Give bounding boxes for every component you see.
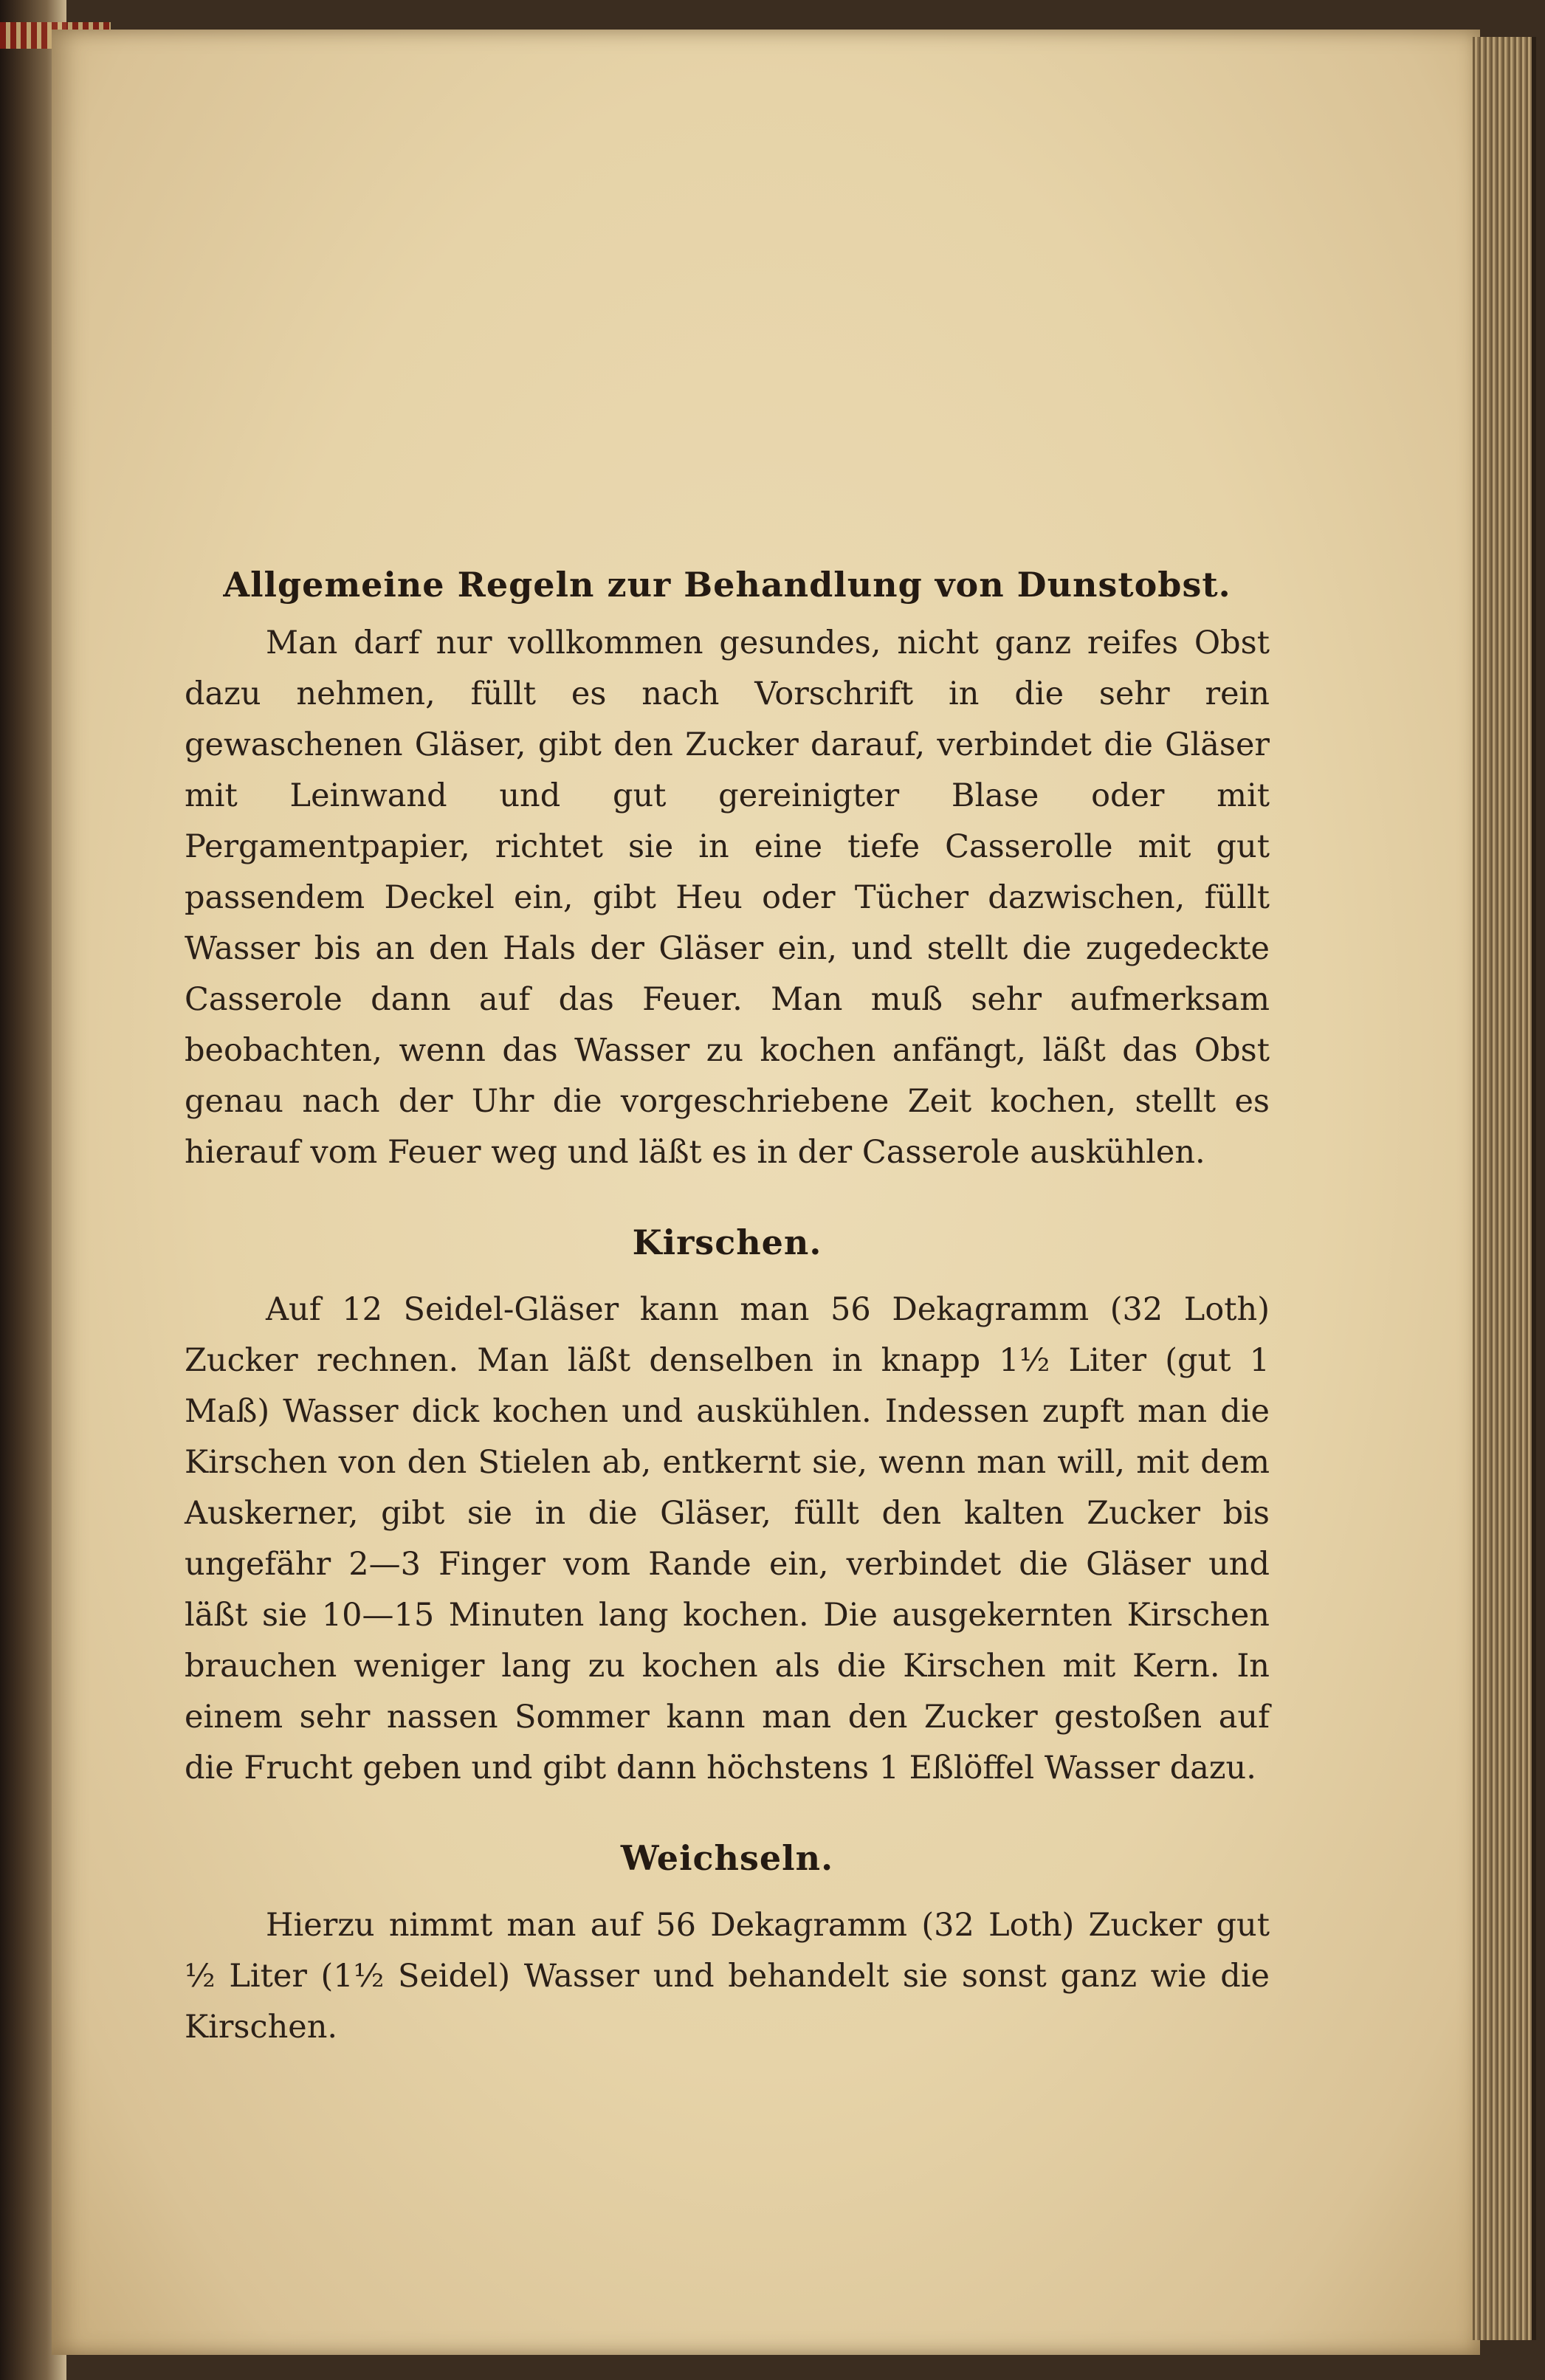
heading-general-rules: Allgemeine Regeln zur Behandlung von Dunstobst. [223,565,1231,605]
heading-sour-cherries: Weichseln. [620,1838,834,1878]
paragraph-sour-cherries: Hierzu nimmt man auf 56 Dekagramm (32 Loth) Zucker gut ½ Liter (1½ Seidel) Wasser und behandelt sie sonst ganz wie die Kirschen. [185,1907,1270,2046]
page-stack-edge [1473,37,1536,2340]
page-content [185,565,1270,2053]
heading-cherries: Kirschen. [632,1222,822,1262]
paragraph-cherries: Auf 12 Seidel-Gläser kann man 56 Dekagramm (32 Loth) Zucker rechnen. Man läßt denselben in knapp 1½ Liter (gut 1 Maß) Wasser dick kochen und auskühlen. Indessen zupft man die Kirschen von den Stielen ab, entkernt sie, wenn man will, mit dem Auskerner, gibt sie in die Gläser, füllt den kalten Zucker bis ungefähr 2—3 Finger vom Rande ein, verbindet die Gläser und läßt sie 10—15 Minuten lang kochen. Die ausgekernten Kirschen brauchen weniger lang zu kochen als die Kirschen mit Kern. In einem sehr nassen Sommer kann man den Zucker gestoßen auf die Frucht geben und gibt dann höchstens 1 Eßlöffel Wasser dazu. [185,1291,1270,1786]
paragraph-general-rules: Man darf nur vollkommen gesundes, nicht ganz reifes Obst dazu nehmen, füllt es nach Vorschrift in die sehr rein gewaschenen Gläser, gibt den Zucker darauf, verbindet die Gläser mit Leinwand und gut gereinigter Blase oder mit Pergamentpapier, richtet sie in eine tiefe Casserolle mit gut passendem Deckel ein, gibt Heu oder Tücher dazwischen, füllt Wasser bis an den Hals der Gläser ein, und stellt die zugedeckte Casserole dann auf das Feuer. Man muß sehr aufmerksam beobachten, wenn das Wasser zu kochen anfängt, läßt das Obst genau nach der Uhr die vorgeschriebene Zeit kochen, stellt es hierauf vom Feuer weg und läßt es in der Casserole auskühlen. [185,625,1270,1171]
